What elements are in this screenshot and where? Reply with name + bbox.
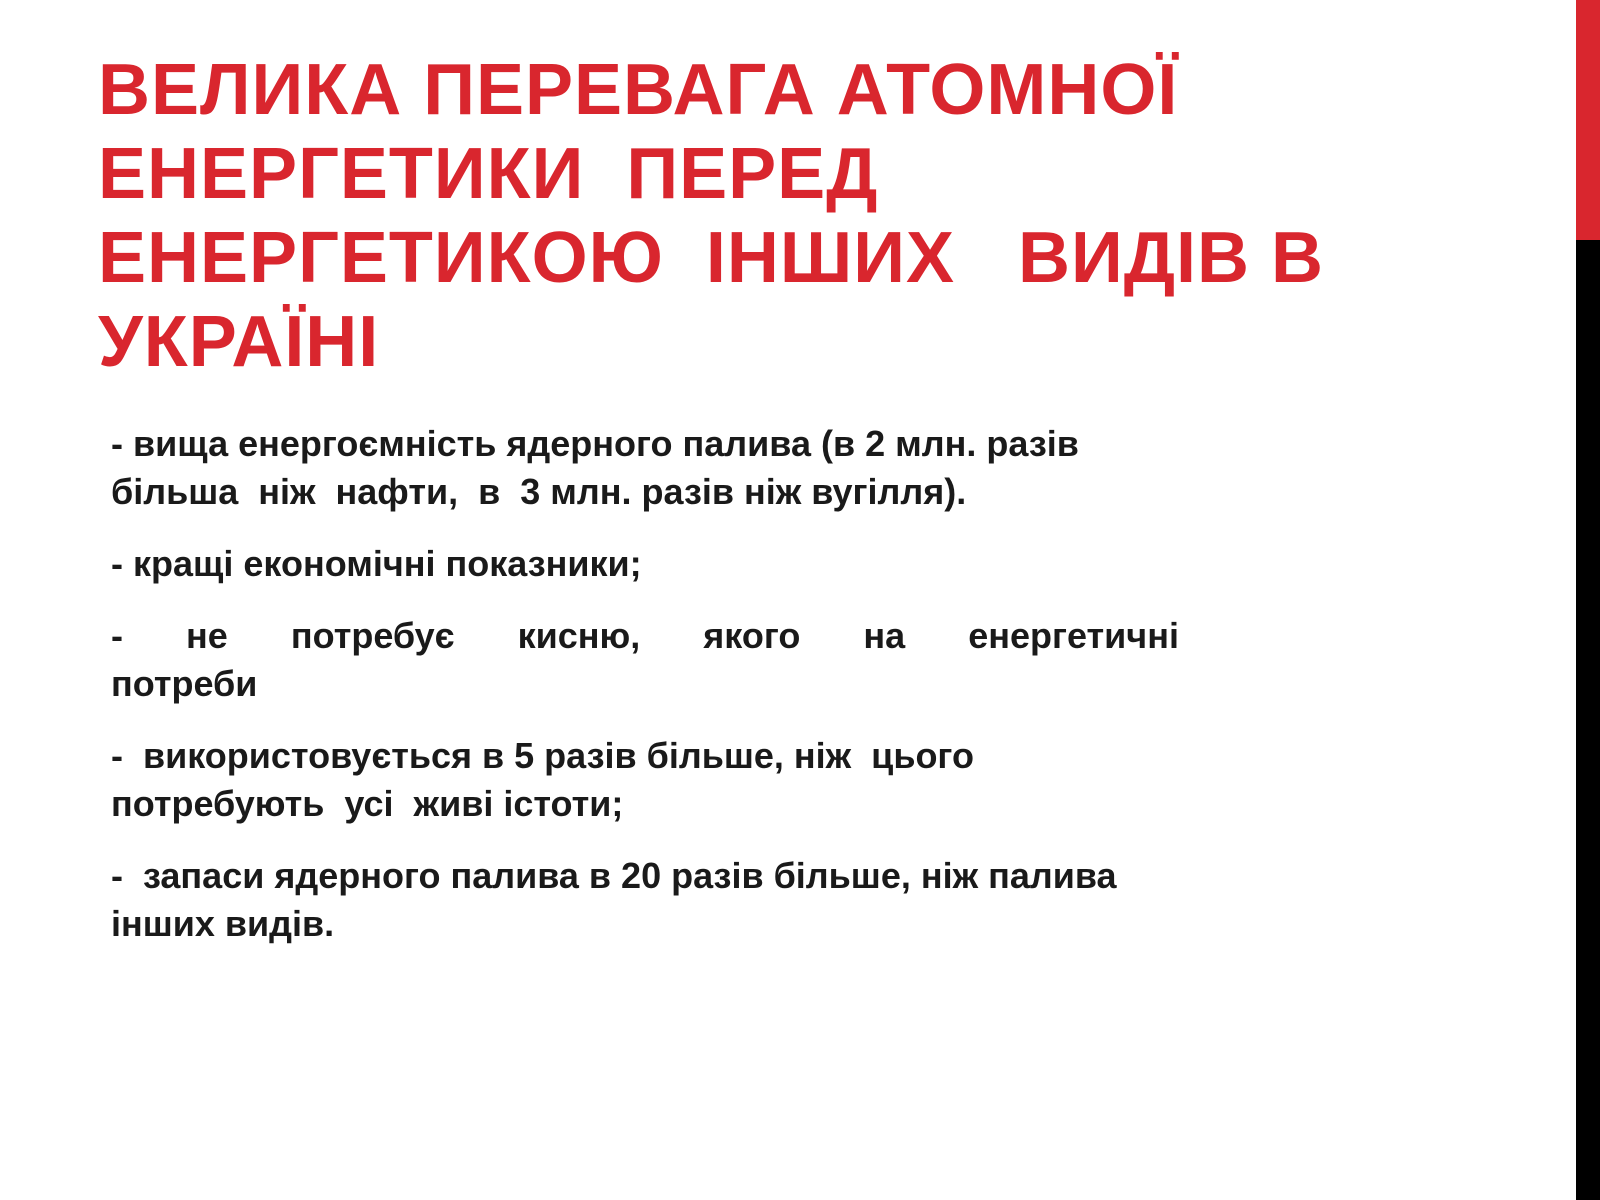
bullet-word: - xyxy=(111,615,123,656)
title-line-1: ВЕЛИКА ПЕРЕВАГА АТОМНОЇ xyxy=(98,50,1179,130)
bullet-justified-line xyxy=(111,612,1179,660)
bullet-line: інших видів. xyxy=(111,903,335,944)
bullet-energy-density xyxy=(111,420,1371,516)
bullet-word: потребує xyxy=(290,615,455,656)
bullet-line: - використовується в 5 разів більше, ніж цього xyxy=(111,735,974,776)
bullet-line: потреби xyxy=(111,663,258,704)
side-accent-bar-red xyxy=(1576,0,1600,240)
bullet-word: якого xyxy=(703,615,801,656)
bullet-list xyxy=(111,420,1371,948)
bullet-word: на xyxy=(863,615,906,656)
bullet-word: кисню, xyxy=(517,615,641,656)
slide-title xyxy=(100,48,1540,384)
bullet-word: не xyxy=(186,615,228,656)
title-line-3: ЕНЕРГЕТИКОЮ ІНШИХ ВИДІВ В xyxy=(98,218,1325,298)
bullet-line: більша ніж нафти, в 3 млн. разів ніж вугілля). xyxy=(111,471,967,512)
bullet-fuel-reserves xyxy=(111,852,1371,948)
bullet-line: - запаси ядерного палива в 20 разів більше, ніж палива xyxy=(111,855,1117,896)
bullet-line: - вища енергоємність ядерного палива (в 2 млн. разів xyxy=(111,423,1079,464)
bullet-word: енергетичні xyxy=(968,615,1179,656)
bullet-line: - кращі економічні показники; xyxy=(111,543,642,584)
bullet-economics xyxy=(111,540,1371,588)
bullet-line: потребують усі живі істоти; xyxy=(111,783,624,824)
title-line-2: ЕНЕРГЕТИКИ ПЕРЕД xyxy=(98,134,879,214)
title-line-4: УКРАЇНІ xyxy=(98,302,380,382)
bullet-oxygen-usage xyxy=(111,732,1371,828)
bullet-oxygen xyxy=(111,612,1371,708)
side-accent-bar-black xyxy=(1576,240,1600,1200)
